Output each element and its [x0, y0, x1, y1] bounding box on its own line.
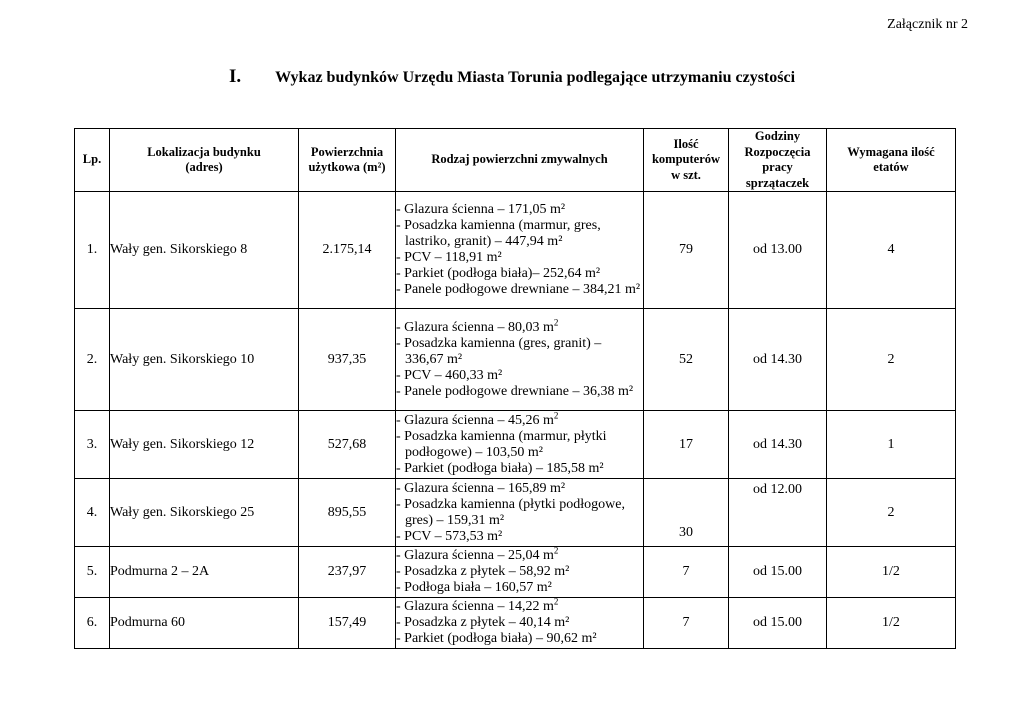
- surface-item: - Glazura ścienna – 45,26 $m^2$: [396, 409, 559, 428]
- section-numeral: I.: [228, 66, 242, 87]
- surface-item: - PCV – 118,91 m²: [396, 250, 502, 265]
- surface-item: - Posadzka kamienna (marmur, płytki podłogowe) – 103,50 m²: [396, 428, 607, 460]
- required-staff: 1/2: [827, 547, 956, 598]
- usable-area: 527,68: [299, 411, 396, 479]
- attachment-label: Załącznik nr 2: [887, 17, 968, 32]
- surface-item: - Posadzka kamienna (gres, granit) – 336,67 m²: [396, 335, 602, 367]
- building-location: Wały gen. Sikorskiego 25: [110, 479, 299, 547]
- table-row: [75, 192, 956, 309]
- row-number: 6.: [75, 598, 110, 649]
- computer-count: 17: [644, 411, 729, 479]
- building-location: Podmurna 60: [110, 598, 299, 649]
- start-hours: od 13.00: [729, 192, 827, 309]
- row-number: 1.: [75, 192, 110, 309]
- surface-item: - PCV – 573,53 m²: [396, 528, 503, 544]
- surface-item: - Parkiet (podłoga biała)– 252,64 m²: [396, 266, 601, 281]
- washable-surfaces: [396, 479, 644, 547]
- building-location: Wały gen. Sikorskiego 8: [110, 192, 299, 309]
- row-number: 3.: [75, 411, 110, 479]
- header-row: [75, 129, 956, 192]
- surface-item: - Glazura ścienna – 80,03 $m^2$: [396, 316, 559, 335]
- usable-area: 937,35: [299, 309, 396, 411]
- buildings-table: [74, 128, 956, 649]
- computer-count: 7: [644, 547, 729, 598]
- header-area: Powierzchnia użytkowa (m²): [299, 129, 396, 192]
- surface-item: - Panele podłogowe drewniane – 36,38 m²: [396, 383, 634, 399]
- building-location: Podmurna 2 – 2A: [110, 547, 299, 598]
- header-staff: Wymagana ilość etatów: [827, 129, 956, 192]
- computer-count: 30: [644, 479, 729, 547]
- surface-item: - Posadzka kamienna (marmur, gres, lastriko, granit) – 447,94 m²: [396, 218, 601, 249]
- surface-item: - Glazura ścienna – 171,05 m²: [396, 202, 566, 217]
- usable-area: 2.175,14: [299, 192, 396, 309]
- title-text: Wykaz budynków Urzędu Miasta Torunia podlegające utrzymaniu czystości: [275, 69, 796, 86]
- required-staff: 1/2: [827, 598, 956, 649]
- table-row: [75, 411, 956, 479]
- surface-item: - Parkiet (podłoga biała) – 185,58 m²: [396, 460, 604, 476]
- start-hours: od 14.30: [729, 411, 827, 479]
- surface-item: - PCV – 460,33 m²: [396, 367, 503, 383]
- row-number: 4.: [75, 479, 110, 547]
- start-hours: od 15.00: [729, 598, 827, 649]
- washable-surfaces: [396, 309, 644, 411]
- header-location: Lokalizacja budynku (adres): [110, 129, 299, 192]
- document-title: [0, 66, 1024, 88]
- surface-item: - Parkiet (podłoga biała) – 90,62 m²: [396, 631, 597, 646]
- header-lp: Lp.: [75, 129, 110, 192]
- required-staff: 4: [827, 192, 956, 309]
- surface-item: - Posadzka z płytek – 40,14 m²: [396, 615, 570, 630]
- washable-surfaces: [396, 598, 644, 649]
- table-row: [75, 309, 956, 411]
- header-surfaces: Rodzaj powierzchni zmywalnych: [396, 129, 644, 192]
- table-row: [75, 479, 956, 547]
- required-staff: 2: [827, 309, 956, 411]
- table-row: [75, 598, 956, 649]
- header-computers: Ilość komputerów w szt.: [644, 129, 729, 192]
- computer-count: 52: [644, 309, 729, 411]
- washable-surfaces: [396, 192, 644, 309]
- row-number: 2.: [75, 309, 110, 411]
- table-row: [75, 547, 956, 598]
- required-staff: 1: [827, 411, 956, 479]
- building-location: Wały gen. Sikorskiego 10: [110, 309, 299, 411]
- required-staff: 2: [827, 479, 956, 547]
- washable-surfaces: [396, 547, 644, 598]
- surface-item: - Posadzka kamienna (płytki podłogowe, gres) – 159,31 m²: [396, 496, 626, 528]
- surface-item: - Glazura ścienna – 165,89 m²: [396, 480, 566, 496]
- usable-area: 237,97: [299, 547, 396, 598]
- surface-item: - Panele podłogowe drewniane – 384,21 m²: [396, 282, 641, 297]
- start-hours: od 14.30: [729, 309, 827, 411]
- row-number: 5.: [75, 547, 110, 598]
- start-hours: od 12.00: [729, 479, 827, 547]
- surface-item: - Glazura ścienna – 25,04 $m^2$: [396, 545, 559, 563]
- surface-item: - Podłoga biała – 160,57 m²: [396, 580, 552, 595]
- surface-item: - Posadzka z płytek – 58,92 m²: [396, 564, 570, 579]
- header-hours: Godziny Rozpoczęcia pracy sprzątaczek: [729, 129, 827, 192]
- start-hours: od 15.00: [729, 547, 827, 598]
- usable-area: 157,49: [299, 598, 396, 649]
- usable-area: 895,55: [299, 479, 396, 547]
- surface-item: - Glazura ścienna – 14,22 $m^2$: [396, 596, 559, 614]
- washable-surfaces: [396, 411, 644, 479]
- computer-count: 79: [644, 192, 729, 309]
- building-location: Wały gen. Sikorskiego 12: [110, 411, 299, 479]
- computer-count: 7: [644, 598, 729, 649]
